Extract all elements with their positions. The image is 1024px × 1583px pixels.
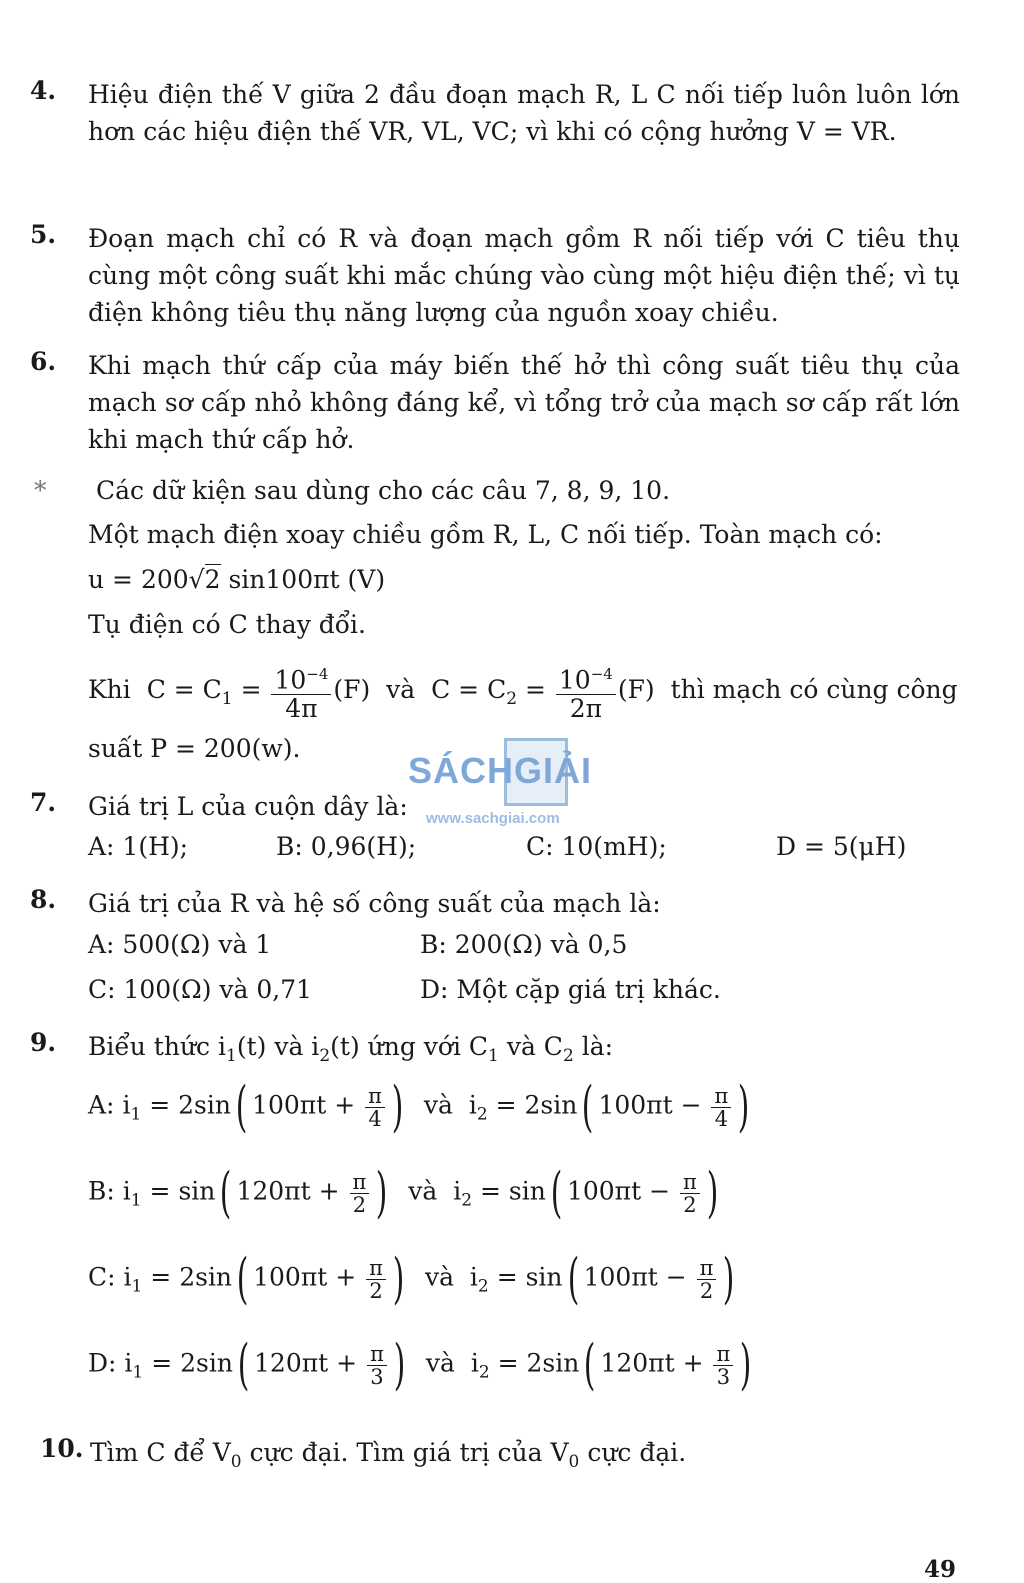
star-marker: * xyxy=(34,476,47,505)
question-number: 5. xyxy=(30,220,57,249)
question-number: 6. xyxy=(30,347,57,376)
circuit-description: Một mạch điện xoay chiều gồm R, L, C nối tiếp. Toàn mạch có: xyxy=(88,520,883,549)
option-b: B: 200(Ω) và 0,5 xyxy=(420,930,628,959)
question-number: 7. xyxy=(30,788,57,817)
question-text: Khi mạch thứ cấp của máy biến thế hở thì công suất tiêu thụ của mạch sơ cấp nhỏ không đáng kể, vì tổng trở của mạch sơ cấp rất lớn khi mạch thứ cấp hở. xyxy=(88,351,960,454)
question-text: Tìm C để $V_0$ cực đại. Tìm giá trị của $V_0$ cực đại. xyxy=(90,1438,687,1472)
question-4 xyxy=(30,76,960,150)
question-text: Giá trị của R và hệ số công suất của mạch là: xyxy=(88,889,661,918)
question-number: 9. xyxy=(30,1028,57,1057)
question-number: 10. xyxy=(40,1434,84,1463)
power-condition: suất P = 200(w). xyxy=(88,734,301,763)
question-text: Đoạn mạch chỉ có R và đoạn mạch gồm R nối tiếp với C tiêu thụ cùng một công suất khi mắc chúng vào cùng một hiệu điện thế; vì tụ điện không tiêu thụ năng lượng của nguồn xoay chiều. xyxy=(88,224,960,327)
shared-intro: Các dữ kiện sau dùng cho các câu 7, 8, 9, 10. xyxy=(96,476,671,505)
question-9 xyxy=(30,1028,960,1075)
option-c: C: $i_1 = 2\sin$( 100πt + $\frac{\pi}{2}$ ) và $i_2 = \sin$( 100πt − $\frac{\pi}{2}$ ) xyxy=(88,1247,735,1310)
question-5 xyxy=(30,220,960,331)
option-a: A: 1(H); xyxy=(88,832,189,861)
watermark-brand: SÁCHGIẢI xyxy=(408,750,593,791)
watermark-url: www.sachgiai.com xyxy=(426,810,560,827)
c1-fraction: $\frac{10^{-4}}{4\pi}$ xyxy=(271,660,331,723)
voltage-formula: u = 200√2 sin100πt (V) xyxy=(88,565,386,594)
question-text: Hiệu điện thế V giữa 2 đầu đoạn mạch R, L C nối tiếp luôn luôn lớn hơn các hiệu điện thế VR, VL, VC; vì khi có cộng hưởng V = VR. xyxy=(88,80,960,146)
capacitor-note: Tụ điện có C thay đổi. xyxy=(88,610,367,639)
question-10 xyxy=(40,1434,970,1481)
question-number: 4. xyxy=(30,76,57,105)
question-number: 8. xyxy=(30,885,57,914)
question-7 xyxy=(30,788,960,825)
question-text: Giá trị L của cuộn dây là: xyxy=(88,792,408,821)
option-d: D = 5(μH) xyxy=(776,832,907,861)
option-d: D: Một cặp giá trị khác. xyxy=(420,975,721,1004)
capacitance-condition: Khi $C = C_1$ = $\frac{10^{-4}}{4\pi}$ (F) và $C = C_2$ = $\frac{10^{-4}}{2\pi}$ (F) thì mạch có cùng công xyxy=(88,660,958,723)
option-a: A: $i_1 = 2\sin$( 100πt + $\frac{\pi}{4}$ ) và $i_2 = 2\sin$( 100πt − $\frac{\pi}{4}$ ) xyxy=(88,1075,750,1138)
c2-fraction: $\frac{10^{-4}}{2\pi}$ xyxy=(556,660,616,723)
question-8 xyxy=(30,885,960,922)
option-c: C: 10(mH); xyxy=(526,832,667,861)
option-c: C: 100(Ω) và 0,71 xyxy=(88,975,313,1004)
page-number: 49 xyxy=(924,1556,957,1583)
option-d: D: $i_1 = 2\sin$( 120πt + $\frac{\pi}{3}$ ) và $i_2 = 2\sin$( 120πt + $\frac{\pi}{3}$ ) xyxy=(88,1333,752,1396)
option-a: A: 500(Ω) và 1 xyxy=(88,930,272,959)
question-6 xyxy=(30,347,960,458)
option-b: B: $i_1 = \sin$( 120πt + $\frac{\pi}{2}$ ) và $i_2 = \sin$( 100πt − $\frac{\pi}{2}$ ) xyxy=(88,1161,719,1224)
question-text: Biểu thức $i_1(t)$ và $i_2(t)$ ứng với $C_1$ và $C_2$ là: xyxy=(88,1032,614,1066)
option-b: B: 0,96(H); xyxy=(276,832,417,861)
